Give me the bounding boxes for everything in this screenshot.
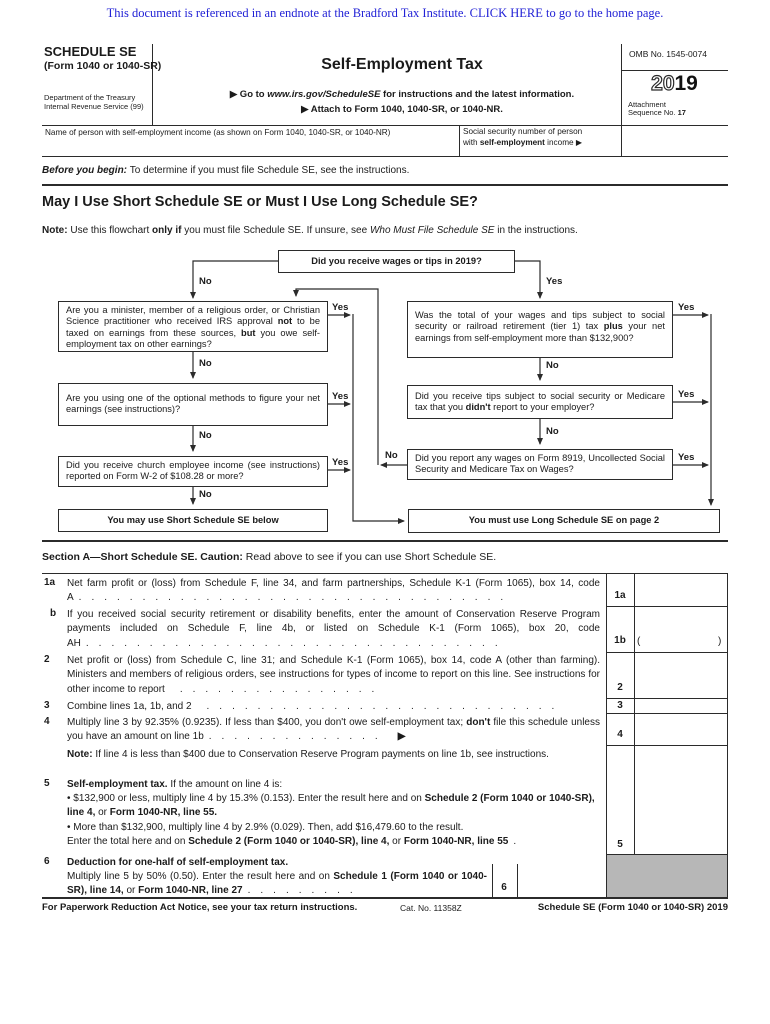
line-1a-amount-cell xyxy=(636,576,726,605)
line-5-total: Enter the total here and on Schedule 2 (Form 1040 or 1040-SR), line 4, or Form 1040-NR, line 55 . xyxy=(67,836,517,847)
shaded-area xyxy=(607,855,727,897)
label-yes-church: Yes xyxy=(332,457,349,468)
tax-year xyxy=(621,73,728,95)
label-no-minister: No xyxy=(199,358,212,369)
schedule-se-label: SCHEDULE SE xyxy=(44,44,137,59)
line-6-text: Multiply line 5 by 50% (0.50). Enter the result here and on Schedule 1 (Form 1040 or 1040-SR), line 14, or Form 1040-NR, line 27 . . . . . . . . . xyxy=(67,871,487,897)
flowchart-box-wages-tips: Did you receive wages or tips in 2019? xyxy=(278,250,515,273)
table-top-rule xyxy=(42,573,728,574)
line-2-number: 2 xyxy=(44,654,50,665)
name-field-label: Name of person with self-employment income (as shown on Form 1040, 1040-SR, or 1040-NR) xyxy=(45,128,391,137)
line-5-bullet1: • $132,900 or less, multiply line 4 by 15.3% (0.153). Enter the result here and on Schedule 2 (Form 1040 or 1040-SR), line 4, or Form 1040-NR, line 55. xyxy=(67,793,595,819)
goto-instruction: ▶ Go to www.irs.gov/ScheduleSE for instructions and the latest information. xyxy=(229,89,575,100)
omb-number: OMB No. 1545-0074 xyxy=(629,49,707,59)
line-4-note: Note: If line 4 is less than $400 due to Conservation Reserve Program payments on line 1b, see instructions. xyxy=(67,749,549,760)
flowchart-box-church-income: Did you receive church employee income (see instructions) reported on Form W-2 of $108.28 or more? xyxy=(58,456,328,487)
line-4-col-label: 4 xyxy=(617,729,623,740)
irs-label: Internal Revenue Service (99) xyxy=(44,102,144,111)
line-1b-paren-open: ( xyxy=(637,636,641,647)
line-5-number: 5 xyxy=(44,778,50,789)
line-6-amount-cell xyxy=(520,880,604,896)
ssn-field-label-line2: with self-employment income ▶ xyxy=(463,138,583,147)
line-6-number: 6 xyxy=(44,856,50,867)
label-no-top: No xyxy=(199,276,212,287)
label-no-church: No xyxy=(199,489,212,500)
line-5-heading: Self-employment tax. If the amount on line 4 is: xyxy=(67,779,283,790)
tax-year-outline: 20 xyxy=(651,72,675,95)
line-5-bullet2: • More than $132,900, multiply line 4 by 2.9% (0.029). Then, add $16,479.60 to the result. xyxy=(67,822,464,833)
flowchart-box-long-schedule: You must use Long Schedule SE on page 2 xyxy=(408,509,720,533)
bradford-institute-link[interactable]: This document is referenced in an endnote at the Bradford Tax Institute. CLICK HERE to go to the home page. xyxy=(106,6,664,20)
line-1a-col-label: 1a xyxy=(614,590,626,601)
label-no-tips: No xyxy=(546,426,559,437)
line-2-text: Net profit or (loss) from Schedule C, line 31; and Schedule K-1 (Form 1065), box 14, code A (other than farming). Ministers and members of religious orders, see instructions for types of income to report on this line. See instructions for other income to report . . . . . . . . . . . . . . . . xyxy=(67,655,600,695)
dept-treasury-label: Department of the Treasury xyxy=(44,93,136,102)
flowchart-note: Note: Use this flowchart only if you must file Schedule SE. If unsure, see Who Must File Schedule SE in the instructions. xyxy=(42,225,578,236)
form-title: Self-Employment Tax xyxy=(321,56,483,73)
flowchart-bottom-rule xyxy=(42,540,728,542)
label-no-optional: No xyxy=(199,430,212,441)
name-entry-area xyxy=(45,139,445,153)
line-3-number: 3 xyxy=(44,700,50,711)
flowchart-box-unreported-tips: Did you receive tips subject to social security or Medicare tax that you didn't report to your employer? xyxy=(407,385,673,419)
line-6-col-label: 6 xyxy=(501,882,507,893)
line-2-amount-cell xyxy=(636,668,726,697)
header-bottom-rule xyxy=(42,125,728,126)
line-1b-amount-cell xyxy=(642,622,718,650)
label-yes-wages-limit: Yes xyxy=(678,302,695,313)
line-5-col-label: 5 xyxy=(617,839,623,850)
paperwork-notice: For Paperwork Reduction Act Notice, see your tax return instructions. xyxy=(42,902,358,913)
sequence-number: Sequence No. 17 xyxy=(628,108,686,117)
line-4-text: Multiply line 3 by 92.35% (0.9235). If less than $400, you don't owe self-employment tax; don't file this schedule unless you have an amount on line 1b . . . . . . . . . . . . . . ▶ xyxy=(67,717,600,743)
line-3-col-label: 3 xyxy=(617,700,623,711)
flowchart-box-short-schedule: You may use Short Schedule SE below xyxy=(58,509,328,532)
row-1b-rule xyxy=(606,652,727,653)
label-yes-optional: Yes xyxy=(332,391,349,402)
footer-rule xyxy=(42,897,728,899)
catalog-number: Cat. No. 11358Z xyxy=(400,903,462,913)
name-ssn-divider xyxy=(459,125,460,156)
flowchart-box-wages-over-limit: Was the total of your wages and tips subject to social security or railroad retirement (tier 1) tax plus your net earnings from self-employment more than $132,900? xyxy=(407,301,673,358)
line-6-heading: Deduction for one-half of self-employment tax. xyxy=(67,857,289,868)
attachment-label: Attachment xyxy=(628,100,666,109)
before-begin-rule xyxy=(42,184,728,186)
row-3-rule xyxy=(606,713,727,714)
before-you-begin: Before you begin: To determine if you must file Schedule SE, see the instructions. xyxy=(42,165,410,176)
line-1b-text: If you received social security retirement or disability benefits, enter the amount of Conservation Reserve Program payments included on Schedule F, line 4b, or listed on Schedule K-1 (Form 1065), box 20, code AH . . . . . . . . . . . . . . . . . . . . . . . . . . . . . . . . . xyxy=(67,609,600,649)
label-yes-tips: Yes xyxy=(678,389,695,400)
flowchart-box-optional-methods: Are you using one of the optional methods to figure your net earnings (see instructions)? xyxy=(58,383,328,426)
line-1a-number: 1a xyxy=(44,577,56,588)
label-yes-top: Yes xyxy=(546,276,563,287)
line-3-text: Combine lines 1a, 1b, and 2 . . . . . . . . . . . . . . . . . . . . . . . . . . . . xyxy=(67,701,555,712)
label-no-8919: No xyxy=(385,450,398,461)
attach-instruction: ▶ Attach to Form 1040, 1040-SR, or 1040-NR. xyxy=(301,104,503,115)
may-i-use-heading: May I Use Short Schedule SE or Must I Use Long Schedule SE? xyxy=(42,194,478,210)
line-4-amount-cell xyxy=(636,715,726,744)
line-1b-col-label: 1b xyxy=(614,635,626,646)
line-2-col-label: 2 xyxy=(617,682,623,693)
name-row-bottom-rule xyxy=(42,156,728,157)
footer-form-id: Schedule SE (Form 1040 or 1040-SR) 2019 xyxy=(537,902,728,913)
label-yes-minister: Yes xyxy=(332,302,349,313)
ssn-field-label-line1: Social security number of person xyxy=(463,127,583,136)
flowchart-box-form-8919: Did you report any wages on Form 8919, Uncollected Social Security and Medicare Tax on Wages? xyxy=(407,449,673,480)
label-no-wages-limit: No xyxy=(546,360,559,371)
line-5-amount-cell xyxy=(636,838,726,853)
ssn-entry-area xyxy=(624,127,724,153)
tax-year-solid: 19 xyxy=(674,72,698,95)
line-1a-text: Net farm profit or (loss) from Schedule F, line 34, and farm partnerships, Schedule K-1 (Form 1065), box 14, code A . . . . . . . . . . . . . . . . . . . . . . . . . . . . . . . . . . xyxy=(67,578,600,604)
line-4-number: 4 xyxy=(44,716,50,727)
row-4-rule xyxy=(606,745,727,746)
line-1b-paren-close: ) xyxy=(718,636,722,647)
line-3-amount-cell xyxy=(636,699,726,713)
line-1b-number: b xyxy=(50,608,57,619)
section-a-heading: Section A—Short Schedule SE. Caution: Read above to see if you can use Short Schedule SE. xyxy=(42,551,497,563)
form-1040-label: (Form 1040 or 1040-SR) xyxy=(44,60,162,72)
label-yes-8919: Yes xyxy=(678,452,695,463)
flowchart-box-minister: Are you a minister, member of a religious order, or Christian Science practitioner who received IRS approval not to be taxed on earnings from these sources, but you owe self-employment tax on other earnings? xyxy=(58,301,328,352)
table-right-line xyxy=(727,573,728,897)
row-1a-rule xyxy=(606,606,727,607)
